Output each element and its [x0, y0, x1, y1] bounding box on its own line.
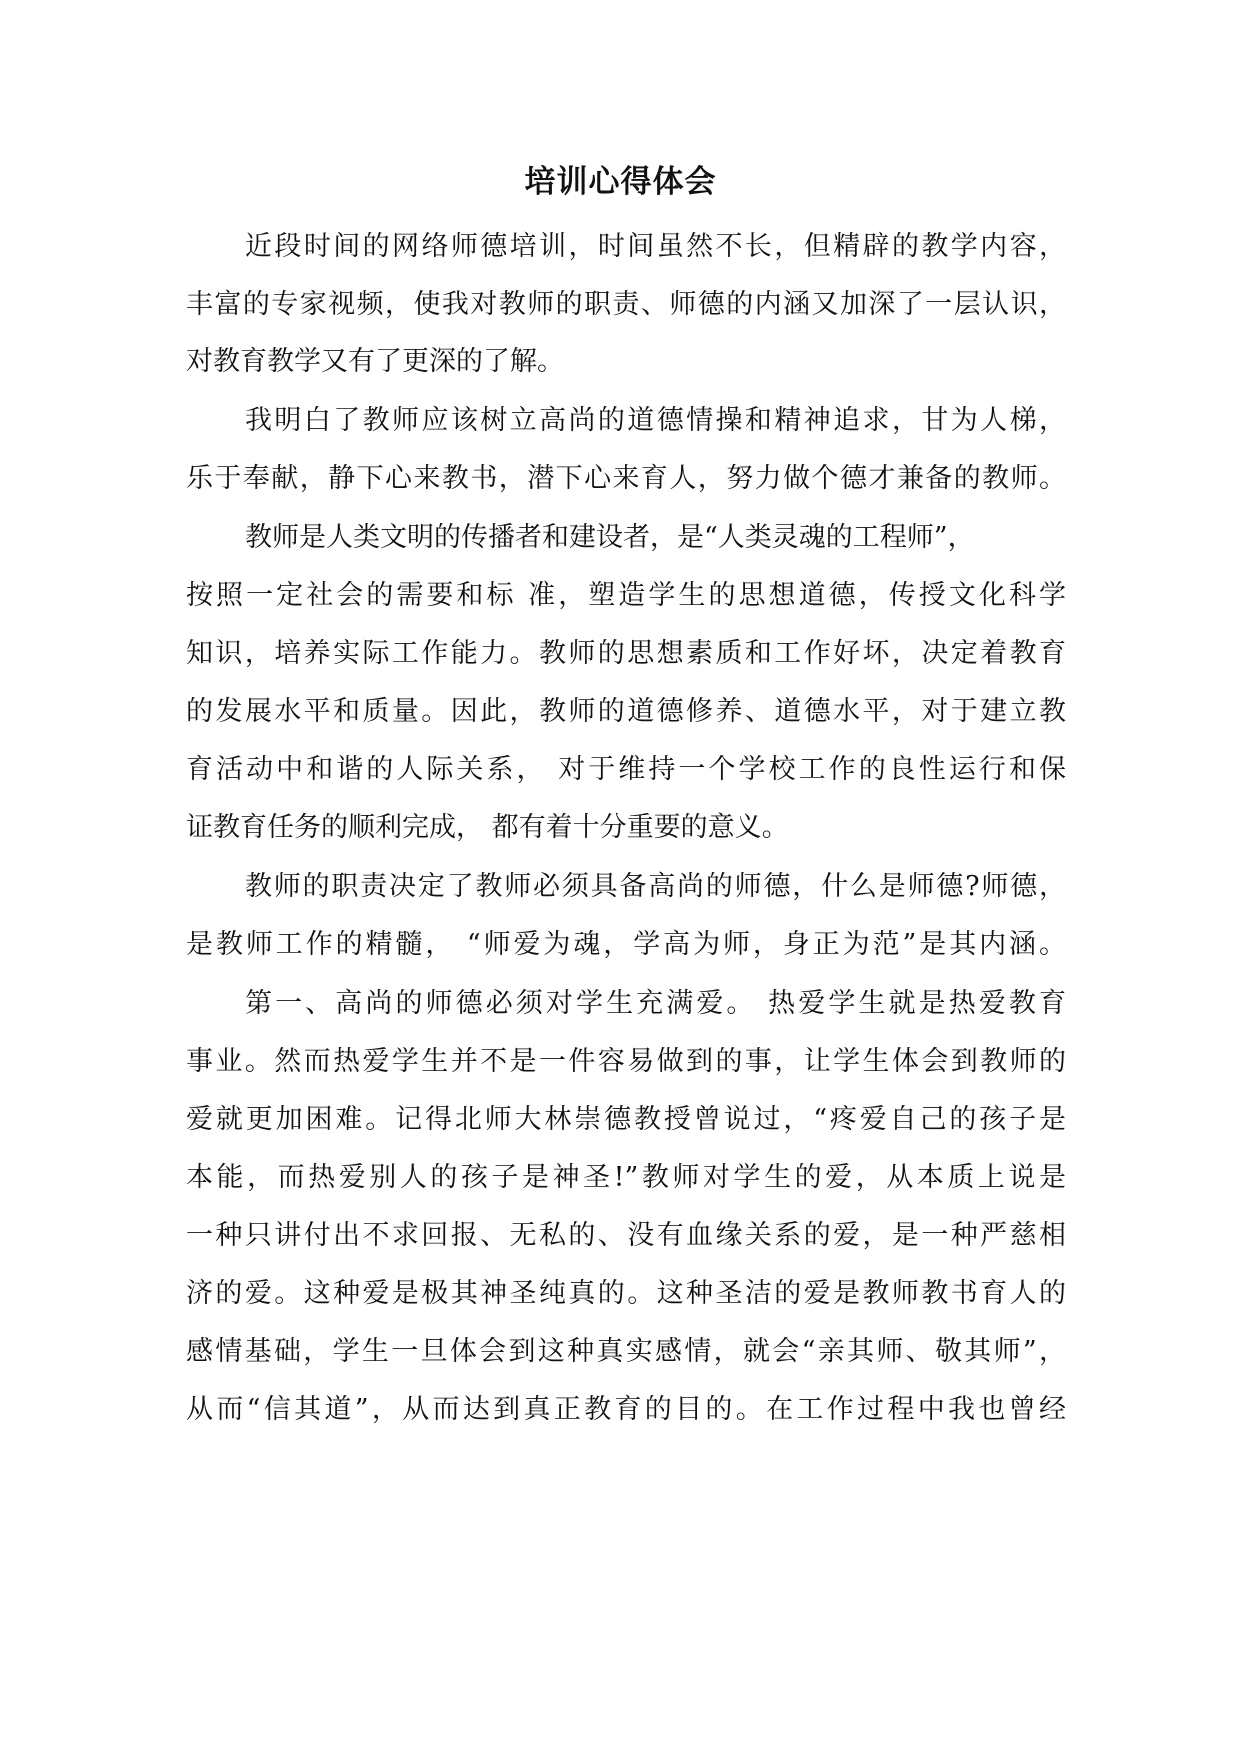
document-title: 培训心得体会	[524, 164, 717, 200]
paragraph-line: 的发展水平和质量。因此，教师的道德修养、道德水平，对于建立教	[186, 696, 1066, 727]
paragraph-line: 教师是人类文明的传播者和建设者，是“人类灵魂的工程师”，	[245, 522, 975, 553]
paragraph-line: 我明白了教师应该树立高尚的道德情操和精神追求，甘为人梯，	[245, 405, 1066, 436]
paragraph-line: 从而“信其道”，从而达到真正教育的目的。在工作过程中我也曾经	[186, 1394, 1066, 1425]
paragraph-line: 乐于奉献，静下心来教书，潜下心来育人，努力做个德才兼备的教师。	[186, 463, 1066, 494]
paragraph-line: 对教育教学又有了更深的了解。	[186, 346, 564, 377]
paragraph-line: 教师的职责决定了教师必须具备高尚的师德，什么是师德?师德，	[245, 871, 1066, 902]
paragraph-line: 感情基础，学生一旦体会到这种真实感情，就会“亲其师、敬其师”，	[186, 1336, 1066, 1367]
paragraph-line: 丰富的专家视频，使我对教师的职责、师德的内涵又加深了一层认识，	[186, 289, 1066, 320]
paragraph-line: 按照一定社会的需要和标 准，塑造学生的思想道德，传授文化科学	[186, 580, 1066, 611]
paragraph-line: 证教育任务的顺利完成， 都有着十分重要的意义。	[186, 812, 789, 843]
paragraph-line: 爱就更加困难。记得北师大林崇德教授曾说过，“疼爱自己的孩子是	[186, 1104, 1066, 1135]
paragraph-line: 济的爱。这种爱是极其神圣纯真的。这种圣洁的爱是教师教书育人的	[186, 1278, 1066, 1309]
paragraph-line: 近段时间的网络师德培训，时间虽然不长，但精辟的教学内容，	[245, 231, 1066, 262]
paragraph-line: 是教师工作的精髓， “师爱为魂，学高为师，身正为范”是其内涵。	[186, 929, 1066, 960]
paragraph-line: 第一、高尚的师德必须对学生充满爱。 热爱学生就是热爱教育	[245, 988, 1066, 1019]
paragraph-line: 事业。然而热爱学生并不是一件容易做到的事，让学生体会到教师的	[186, 1046, 1066, 1077]
paragraph-line: 本能，而热爱别人的孩子是神圣!”教师对学生的爱，从本质上说是	[186, 1162, 1066, 1193]
paragraph-line: 知识，培养实际工作能力。教师的思想素质和工作好坏，决定着教育	[186, 638, 1066, 669]
paragraph-line: 育活动中和谐的人际关系， 对于维持一个学校工作的良性运行和保	[186, 754, 1066, 785]
paragraph-line: 一种只讲付出不求回报、无私的、没有血缘关系的爱，是一种严慈相	[186, 1220, 1066, 1251]
